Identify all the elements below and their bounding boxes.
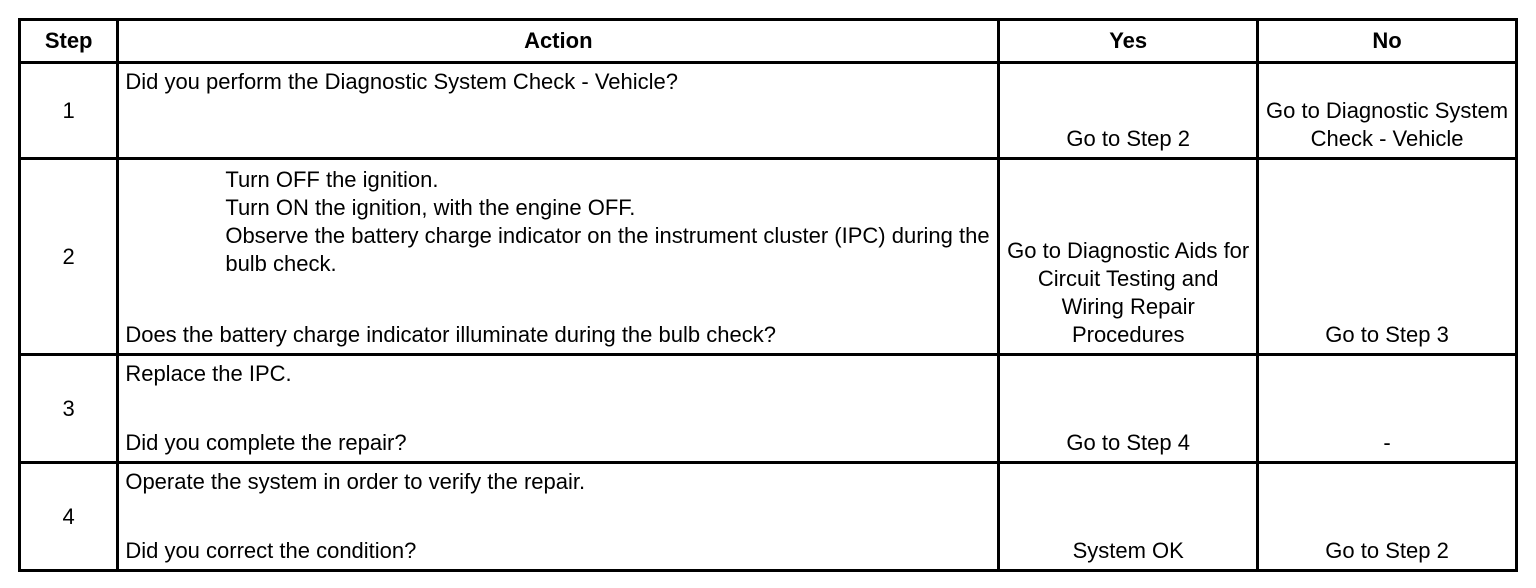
step-number: 3 bbox=[20, 355, 118, 463]
yes-cell bbox=[999, 463, 1258, 571]
no-result: Go to Step 2 bbox=[1325, 538, 1449, 563]
yes-cell bbox=[999, 63, 1258, 159]
action-prompt: Did you perform the Diagnostic System Check - Vehicle? bbox=[125, 69, 679, 94]
header-no: No bbox=[1258, 20, 1517, 63]
table-row bbox=[20, 355, 1517, 463]
substep-item: Observe the battery charge indicator on the instrument cluster (IPC) during the bulb check. bbox=[225, 223, 990, 276]
no-cell bbox=[1258, 63, 1517, 159]
yes-cell bbox=[999, 355, 1258, 463]
table-row bbox=[20, 159, 1517, 355]
no-cell bbox=[1258, 159, 1517, 355]
action-question: Did you complete the repair? bbox=[125, 430, 407, 455]
diagnostic-table bbox=[18, 18, 1518, 572]
action-cell bbox=[118, 63, 999, 159]
no-result: Go to Diagnostic System Check - Vehicle bbox=[1266, 98, 1509, 151]
yes-cell bbox=[999, 159, 1258, 355]
step-number: 4 bbox=[20, 463, 118, 571]
action-question: Did you correct the condition? bbox=[125, 538, 417, 563]
yes-result: Go to Step 2 bbox=[1066, 126, 1190, 151]
substep-list bbox=[125, 166, 991, 278]
no-result: - bbox=[1383, 430, 1391, 455]
table-row bbox=[20, 463, 1517, 571]
action-question: Does the battery charge indicator illuminate during the bulb check? bbox=[125, 322, 776, 347]
yes-result: Go to Step 4 bbox=[1066, 430, 1190, 455]
no-result: Go to Step 3 bbox=[1325, 322, 1449, 347]
action-cell bbox=[118, 159, 999, 355]
no-cell bbox=[1258, 355, 1517, 463]
action-prompt: Replace the IPC. bbox=[125, 361, 292, 386]
action-cell bbox=[118, 463, 999, 571]
header-step: Step bbox=[20, 20, 118, 63]
no-cell bbox=[1258, 463, 1517, 571]
table-row bbox=[20, 63, 1517, 159]
header-row bbox=[20, 20, 1517, 63]
yes-result: System OK bbox=[1072, 538, 1184, 563]
step-number: 2 bbox=[20, 159, 118, 355]
substep-item: Turn ON the ignition, with the engine OFF. bbox=[225, 195, 636, 220]
action-prompt: Operate the system in order to verify the repair. bbox=[125, 469, 586, 494]
header-yes: Yes bbox=[999, 20, 1258, 63]
yes-result: Go to Diagnostic Aids for Circuit Testing and Wiring Repair Procedures bbox=[1007, 238, 1250, 347]
header-action: Action bbox=[118, 20, 999, 63]
action-cell bbox=[118, 355, 999, 463]
substep-item: Turn OFF the ignition. bbox=[225, 167, 439, 192]
step-number: 1 bbox=[20, 63, 118, 159]
